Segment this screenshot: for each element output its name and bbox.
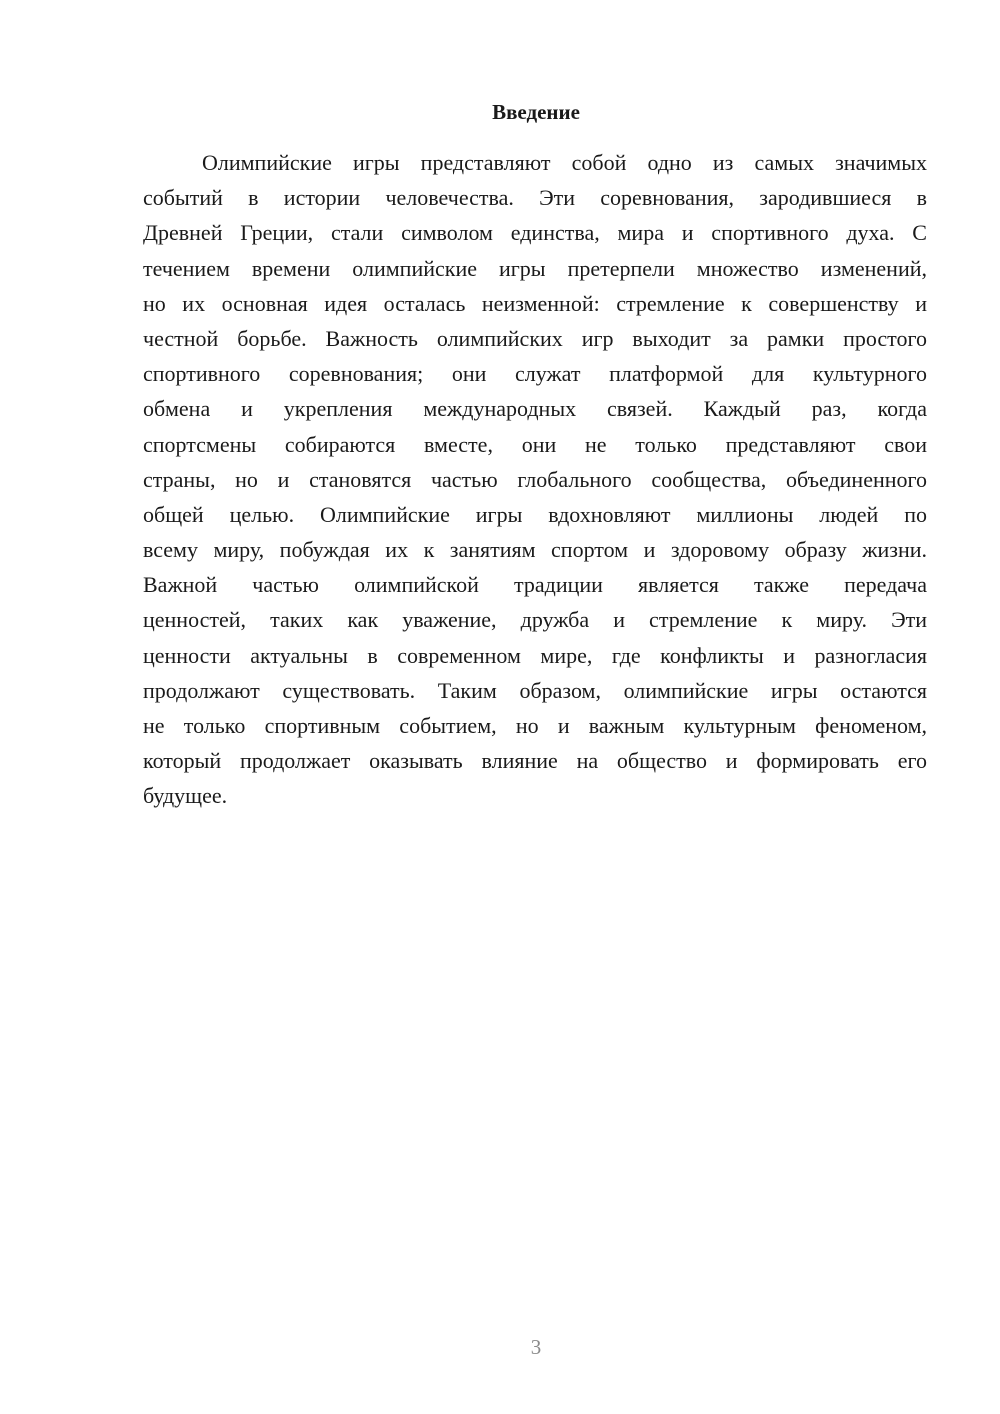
page-number: 3 [530, 1335, 542, 1359]
paragraph-line: продолжают существовать. Таким образом, олимпийские игры остаются [143, 677, 927, 703]
paragraph-line: не только спортивным событием, но и важным культурным феноменом, [143, 713, 927, 738]
paragraph-line: спортивного соревнования; они служат платформой для культурного [143, 361, 927, 387]
paragraph-line: спортсмены собираются вместе, они не только представляют свои [143, 431, 927, 457]
paragraph-line: который продолжает оказывать влияние на общество и формировать его [143, 748, 927, 774]
paragraph-line: всему миру, побуждая их к занятиям спортом и здоровому образу жизни. [143, 537, 927, 563]
paragraph-line: ценности актуальны в современном мире, где конфликты и разногласия [143, 642, 927, 668]
paragraph-line: ценностей, таких как уважение, дружба и стремление к миру. Эти [143, 607, 927, 633]
paragraph-line: Важной частью олимпийской традиции является также передача [143, 572, 927, 598]
paragraph-line: честной борьбе. Важность олимпийских игр выходит за рамки простого [143, 325, 927, 351]
paragraph-line: событий в истории человечества. Эти соревнования, зародившиеся в [143, 185, 927, 211]
paragraph-line: Олимпийские игры представляют собой одно из самых значимых [202, 150, 927, 175]
paragraph-line: но их основная идея осталась неизменной: стремление к совершенству и [143, 290, 927, 316]
paragraph-line: будущее. [143, 783, 228, 809]
paragraph-line: общей целью. Олимпийские игры вдохновляют миллионы людей по [143, 501, 927, 527]
paragraph-line: обмена и укрепления международных связей. Каждый раз, когда [143, 396, 927, 422]
paragraph-line: течением времени олимпийские игры претерпели множество изменений, [143, 255, 927, 281]
paragraph-line: Древней Греции, стали символом единства, мира и спортивного духа. С [143, 220, 927, 246]
paragraph-line: страны, но и становятся частью глобального сообщества, объединенного [143, 466, 927, 492]
section-heading: Введение [492, 100, 580, 124]
body-paragraph [143, 145, 927, 814]
